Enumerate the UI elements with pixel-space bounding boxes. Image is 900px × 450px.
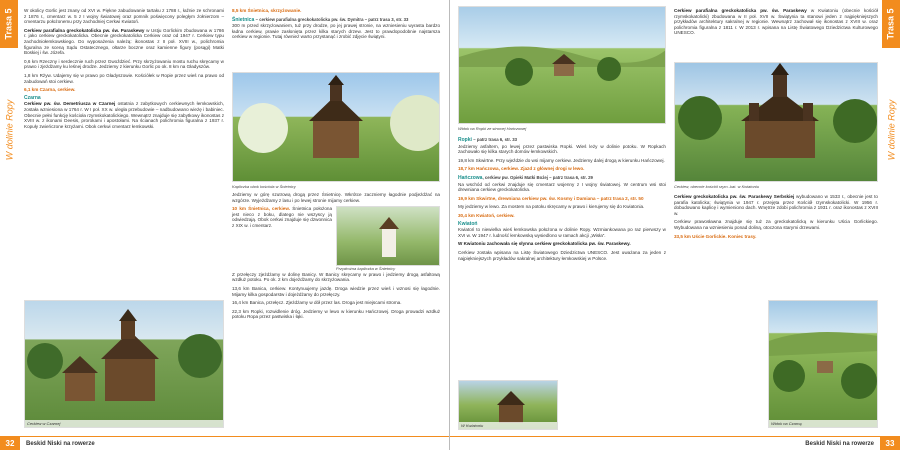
bold-text: Cerkiew greckokatolicka pw. św. Paraskewy Serbskiej xyxy=(674,194,795,199)
paragraph: My jedziemy w lewo. Za mostem na potoku skręcamy w prawo i kierujemy się do Kwiatonia. xyxy=(458,204,645,210)
route-tab-right xyxy=(882,0,900,48)
photo-caption: Widok na Czarną xyxy=(769,420,877,427)
paragraph-bold: W Kwiatoniu zachowała się słynna cerkiew greckokatolicka pw. św. Paraskewy. xyxy=(458,241,631,247)
paragraph: 19,8 km Skwirtne. Przy wjeździe do wsi mijamy cerkiew. Jedziemy dalej drogą w kierunku Hańczowej. xyxy=(458,157,665,163)
left-col-2 xyxy=(232,8,440,43)
route-tab-label: Trasa 5 xyxy=(886,8,896,40)
waypoint: 6,1 km Czarna, cerkiew. xyxy=(24,87,76,93)
side-label-left xyxy=(0,90,18,170)
paragraph: Cerkiew prawosławna znajduje się tuż za greckokatolicką w kierunku Uścia Gorlickiego. Wybudowana na wzniesieniu ponad doliną, otoczona starymi drzewami. xyxy=(674,219,878,230)
right-col-2 xyxy=(674,8,878,39)
photo-cerkiew-czarna xyxy=(24,300,224,428)
side-label-text: W dolinie Ropy xyxy=(886,99,896,161)
paragraph xyxy=(674,8,878,36)
right-col-2-lower xyxy=(674,194,878,242)
page-number: 33 xyxy=(880,437,900,450)
subheading-text: Ropki xyxy=(458,137,472,143)
paragraph: 22,3 km Ropki, rozwidlenie dróg. Jedziemy w lewo w kierunku Hańczowej. Droga prowadzi wzdłuż potoku Ropa przez pastwiska i łąki. xyxy=(232,308,440,320)
left-col-1 xyxy=(24,8,224,132)
waypoint: 18,7 km Hańczowa, cerkiew. Zjazd z głównej drogi w lewo. xyxy=(458,166,585,172)
paragraph xyxy=(232,206,332,228)
right-page xyxy=(450,0,900,450)
bold-text: Cerkiew parafialna greckokatolicka pw. św. Paraskewy xyxy=(24,27,145,33)
paragraph: 13,6 km Banica, cerkiew. Kontynuujemy jazdę. Droga wiedzie przez wieś i wznosi się łagodnie. Mijamy kilka gospodarstw i dojeżdżamy do przełęczy. xyxy=(232,285,440,297)
route-tab-left xyxy=(0,0,18,48)
subheading-text: Hańczowa xyxy=(458,174,483,181)
photo-ropki xyxy=(458,6,666,124)
subheading-extra: – patrz trasa 6, str. 33 xyxy=(473,137,517,142)
paragraph-text: Śnietnica położona jest nieco z boku, dlatego nie wszyscy ją odwiedzają. Obok cerkwi znajduje się dzwonnica z XIX w. i cmentarz. xyxy=(232,206,332,228)
paragraph: Jedziemy w górę szutrową drogą przez Śnietnicę. Wkrótce zaczniemy łagodnie podjeżdżać na wzgórze. Wyjeżdżamy z lasu i po lewej stronie mijamy cerkiew. xyxy=(232,192,440,203)
text-photo-row xyxy=(232,206,440,266)
valley-illustration xyxy=(769,301,878,428)
section-subheading: Czarna xyxy=(24,94,41,101)
subheading-extra: – cerkiew parafialna greckokatolicka pw. św. Dymitra – patrz trasa 3, str. 33 xyxy=(255,16,409,22)
waypoint: 30,4 km Kwiatoń, cerkiew. xyxy=(458,212,515,218)
paragraph: W okolicy Gorlic jest znany od XVI w. Piękne zabudowanie tartaku z 1788 r., łaźnie ze schronami z 1876 r., cmentarz w. 5 z I wojny światowej oraz pomnik poświęcony poległym żołnierzom – cmentarzu położonemu przy zachodniej Cerkwi Kwiatoń. xyxy=(24,8,224,25)
waypoint: 10 km Śnietnica, cerkiew. xyxy=(232,206,291,212)
book-title: Beskid Niski na rowerze xyxy=(26,440,95,447)
footer-right xyxy=(450,436,900,450)
book-title: Beskid Niski na rowerze xyxy=(805,440,874,447)
photo-widok-czarna xyxy=(768,300,878,428)
chapel-illustration xyxy=(233,73,440,182)
left-col-2-lower xyxy=(232,192,440,323)
paragraph: Na wschód od cerkwi znajduje się cmentarz wojenny z I wojny światowej. W centrum wsi stoi drewniana cerkiew greckokatolicka. xyxy=(458,181,666,193)
paragraph: Cerkiew została wpisana na Listę Światowego Dziedzictwa UNESCO. Jest uważana za jeden z najpiękniejszych przykładów sakralnej architektury łemkowskiej w Polsce. xyxy=(458,249,666,261)
photo-caption: W Kwiatoniu xyxy=(459,422,557,429)
paragraph-text: w Ustju Gorlickim zbudowana w 1786 r. jako cerkiew greckokatolicka. Obecnie greckokatolicka Cerkiew oraz od 1947 r. Cerkiew typu zachodniołemkowskiego. Do wyposażenia należą: ikonostas z II poł. XVIII w., polichromia figuralna ze sceną Sądu Ostatecznego, ołtarze boczne oraz kamienne figury (posągi) Matki Boskiej i św. Józefa. xyxy=(24,27,224,56)
photo-kwiatoń xyxy=(458,380,558,430)
paragraph-text: w Kwiatoniu (obecnie kościół rzymskokatolicki) zbudowana w II poł. XVII w. Świątynia ta stanowi jeden z najpiękniejszych przykładów architektury sakralnej w regionie. Wewnątrz zachował się ikonostas z XVIII w. oraz polichromia figuralna z 1811 r. W 2013 r. wpisana na Listę Światowego Dziedzictwa Kulturowego UNESCO. xyxy=(674,8,879,36)
photo-cerkiew-kwiatoń xyxy=(674,62,878,182)
paragraph xyxy=(24,28,224,56)
bold-text: Cerkiew pw. św. Demetriusza w Czarnej xyxy=(24,101,116,107)
photo-kapliczka xyxy=(232,72,440,182)
subheading-extra: , cerkiew pw. Opieki Matki Bożej – patrz trasa 6, str. 29 xyxy=(482,174,593,180)
shrine-illustration xyxy=(337,207,441,267)
paragraph: 16,4 km Banica, przełęcz. Zjeżdżamy w dół przez las. Droga jest miejscami stroma. xyxy=(232,300,402,306)
paragraph xyxy=(674,194,878,216)
photo-caption: Cerkiew, obecnie kościół rzym.-kat. w Kwiatoniu xyxy=(674,184,759,189)
paragraph: Z przełęczy zjeżdżamy w dolinę Banicy. W Banicy skręcamy w prawo i jedziemy drogą asfaltową wzdłuż potoku. Po ok. 2 km dojeżdżamy do skrzyżowania. xyxy=(232,271,440,283)
church-illustration xyxy=(25,301,224,428)
text-block xyxy=(232,206,332,266)
paragraph: 0,6 km Rzeczny i serdecznie ruch przez Gwoździeć. Przy skrzyżowaniu mostu ruchu skręcamy w prawo i zjeżdżamy ku leśnej drodze. Jedziemy z kierunku Gorlic po ok. 8 km na Gładyszów. xyxy=(24,58,224,70)
subheading-text: Śnietnica xyxy=(232,16,255,23)
waypoint: 19,9 km Skwirtne, drewniana cerkiew pw. św. Kosmy i Damiana – patrz trasa 2, str. 50 xyxy=(458,195,644,201)
waypoint: 33,5 km Uście Gorlickie. Koniec trasy. xyxy=(674,233,757,239)
paragraph: 300 m przed skrzyżowaniem, tuż przy drodze, po jej prawej stronie, na wzniesieniu wyrasta bardzo ładna cerkiew, prawie zasłonięta przez kilka starych drzew. Jest to prawdopodobnie najstarsza cerkiew w regionie. Tutaj również warto przystanąć i zrobić zdjęcie świątyni. xyxy=(232,23,440,40)
right-col-1 xyxy=(458,134,666,264)
section-subheading xyxy=(458,175,666,182)
photo-kapliczka-snietnica xyxy=(336,206,440,266)
photo-caption: Cerkiew w Czarnej xyxy=(25,420,223,427)
church-illustration xyxy=(675,63,878,182)
route-tab-label: Trasa 5 xyxy=(4,8,14,40)
section-subheading xyxy=(232,17,440,24)
section-subheading xyxy=(458,137,666,144)
photo-caption: Przydrożna kapliczka w Śnietnicy xyxy=(336,266,396,272)
paragraph: Jedziemy asfaltem, po lewej przez pastwiska Ropki. Wieś leży w dolinie potoku. W Ropkach zachowało się kilka starych domów łemkowskich. xyxy=(458,143,666,155)
footer-left xyxy=(0,436,449,450)
section-subheading: Kwiatoń xyxy=(458,220,478,227)
bold-text: Cerkiew parafialna greckokatolicka pw. św. Paraskewy xyxy=(674,8,807,13)
paragraph-text: wybudowano w 1533 r., obecnie jest to parafia katolicka; świątynia w 1947 r. przejęta przez Kościół rzymskokatolicki. W 1956 r. dobudowano kaplicę i wymieniono dach. Wnętrze zdobi polichromia z 1931 r. oraz ikonostas z XVIII w. xyxy=(674,194,878,216)
photo-caption: Widok na Ropki ze stromej Hańczowej xyxy=(458,126,527,131)
landscape-illustration xyxy=(459,7,666,124)
paragraph xyxy=(24,101,224,129)
page-number: 32 xyxy=(0,437,20,450)
paragraph: Kwiatoń to niewielka wieś łemkowska położona w dolinie Ropy. Wzmiankowana po raz pierwszy w XVI w. W 1947 r. ludność łemkowską wysiedlono w ramach akcji „Wisła”. xyxy=(458,227,666,238)
side-label-text: W dolinie Ropy xyxy=(4,99,14,161)
paragraph-text: ostatnia z zabytkowych cerkiewnych łemkowskich, została wzniesiona w 1764 r. W I poł. XX w. uległa przebudowie – nadbudowano wieżę i babiniec. Obecnie pełni funkcję kościoła rzymskokatolickiego. Wewnątrz znajduje się zabytkowy ikonostas z XVIII w. z ikonami Deesis, prorokami i apostołami. Na ścianach polichromia figuralna z 1937 r. Kopuły zwieńczone krzyżami. Obok cerkwi cmentarz łemkowski. xyxy=(24,101,224,129)
photo-caption: Kapliczka obok kościoła w Śnietnicy xyxy=(232,184,296,189)
paragraph: 1,8 km Rżyw. Udajemy się w prawo po Gładyszowie. Kościółek w Ropie przez wieś na prawo od zabudowań stoi cerkiew. xyxy=(24,72,224,84)
waypoint: 8,5 km Śnietnica, skrzyżowanie. xyxy=(232,8,302,13)
side-label-right xyxy=(882,90,900,170)
